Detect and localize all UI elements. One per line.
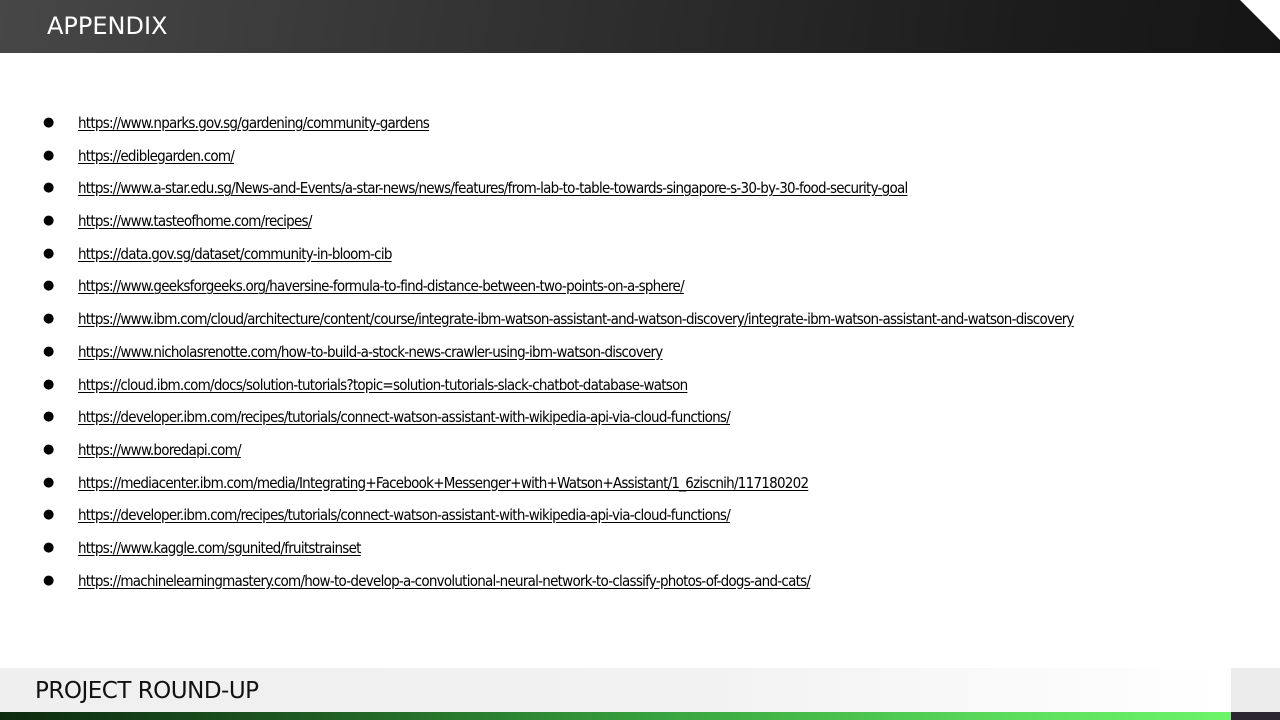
footer-stripe-end <box>1231 712 1280 720</box>
list-item <box>0 467 1280 500</box>
reference-link[interactable]: https://www.boredapi.com/ <box>78 440 241 459</box>
list-item <box>0 401 1280 434</box>
bullet-icon: ● <box>43 539 55 555</box>
reference-link[interactable]: https://mediacenter.ibm.com/media/Integrating+Facebook+Messenger+with+Watson+Assistant/1_6ziscnih/117180202 <box>78 473 809 492</box>
reference-link[interactable]: https://www.tasteofhome.com/recipes/ <box>78 212 312 231</box>
list-item <box>0 369 1280 402</box>
slide-title: APPENDIX <box>47 12 168 40</box>
bullet-icon: ● <box>43 343 55 359</box>
reference-link[interactable]: https://machinelearningmastery.com/how-to-develop-a-convolutional-neural-network-to-classify-photos-of-dogs-and-cats/ <box>78 571 811 590</box>
reference-link[interactable]: https://www.a-star.edu.sg/News-and-Events/a-star-news/news/features/from-lab-to-table-towards-singapore-s-30-by-30-food-security-goal <box>78 179 908 198</box>
reference-link[interactable]: https://www.ibm.com/cloud/architecture/content/course/integrate-ibm-watson-assistant-and-watson-discovery/integrate-ibm-watson-assistant-and-watson-discovery <box>78 310 1074 329</box>
header-corner-decoration <box>1240 0 1280 40</box>
list-item <box>0 434 1280 467</box>
bullet-icon: ● <box>43 409 55 425</box>
reference-link[interactable]: https://developer.ibm.com/recipes/tutorials/connect-watson-assistant-with-wikipedia-api-via-cloud-functions/ <box>78 408 731 427</box>
list-item <box>0 172 1280 205</box>
list-item <box>0 565 1280 598</box>
reference-link[interactable]: https://data.gov.sg/dataset/community-in-bloom-cib <box>78 244 392 263</box>
list-item <box>0 336 1280 369</box>
bullet-icon: ● <box>43 147 55 163</box>
footer-right-block <box>1231 668 1280 712</box>
reference-link[interactable]: https://www.geeksforgeeks.org/haversine-formula-to-find-distance-between-two-points-on-a-sphere/ <box>78 277 684 296</box>
list-item <box>0 140 1280 173</box>
bullet-icon: ● <box>43 311 55 327</box>
list-item <box>0 270 1280 303</box>
header-bar <box>0 0 1280 53</box>
reference-link[interactable]: https://ediblegarden.com/ <box>78 146 235 165</box>
bullet-icon: ● <box>43 115 55 130</box>
reference-link[interactable]: https://www.nicholasrenotte.com/how-to-build-a-stock-news-crawler-using-ibm-watson-discovery <box>78 342 663 361</box>
list-item <box>0 107 1280 140</box>
bullet-icon: ● <box>43 572 55 588</box>
bullet-icon: ● <box>43 213 55 229</box>
footer-section-label: PROJECT ROUND-UP <box>35 678 259 704</box>
reference-link[interactable]: https://cloud.ibm.com/docs/solution-tutorials?topic=solution-tutorials-slack-chatbot-database-watson <box>78 375 688 394</box>
list-item <box>0 532 1280 565</box>
list-item <box>0 499 1280 532</box>
bullet-icon: ● <box>43 245 55 261</box>
reference-link[interactable]: https://www.nparks.gov.sg/gardening/community-gardens <box>78 114 430 132</box>
list-item <box>0 238 1280 271</box>
reference-link-list <box>0 107 1280 597</box>
bullet-icon: ● <box>43 376 55 392</box>
bullet-icon: ● <box>43 441 55 457</box>
bullet-icon: ● <box>43 474 55 490</box>
list-item <box>0 205 1280 238</box>
reference-link[interactable]: https://www.kaggle.com/sgunited/fruitstrainset <box>78 538 361 557</box>
footer-accent-stripe <box>0 712 1231 720</box>
bullet-icon: ● <box>43 507 55 523</box>
list-item <box>0 303 1280 336</box>
bullet-icon: ● <box>43 278 55 294</box>
bullet-icon: ● <box>43 180 55 196</box>
reference-link[interactable]: https://developer.ibm.com/recipes/tutorials/connect-watson-assistant-with-wikipedia-api-via-cloud-functions/ <box>78 506 731 525</box>
